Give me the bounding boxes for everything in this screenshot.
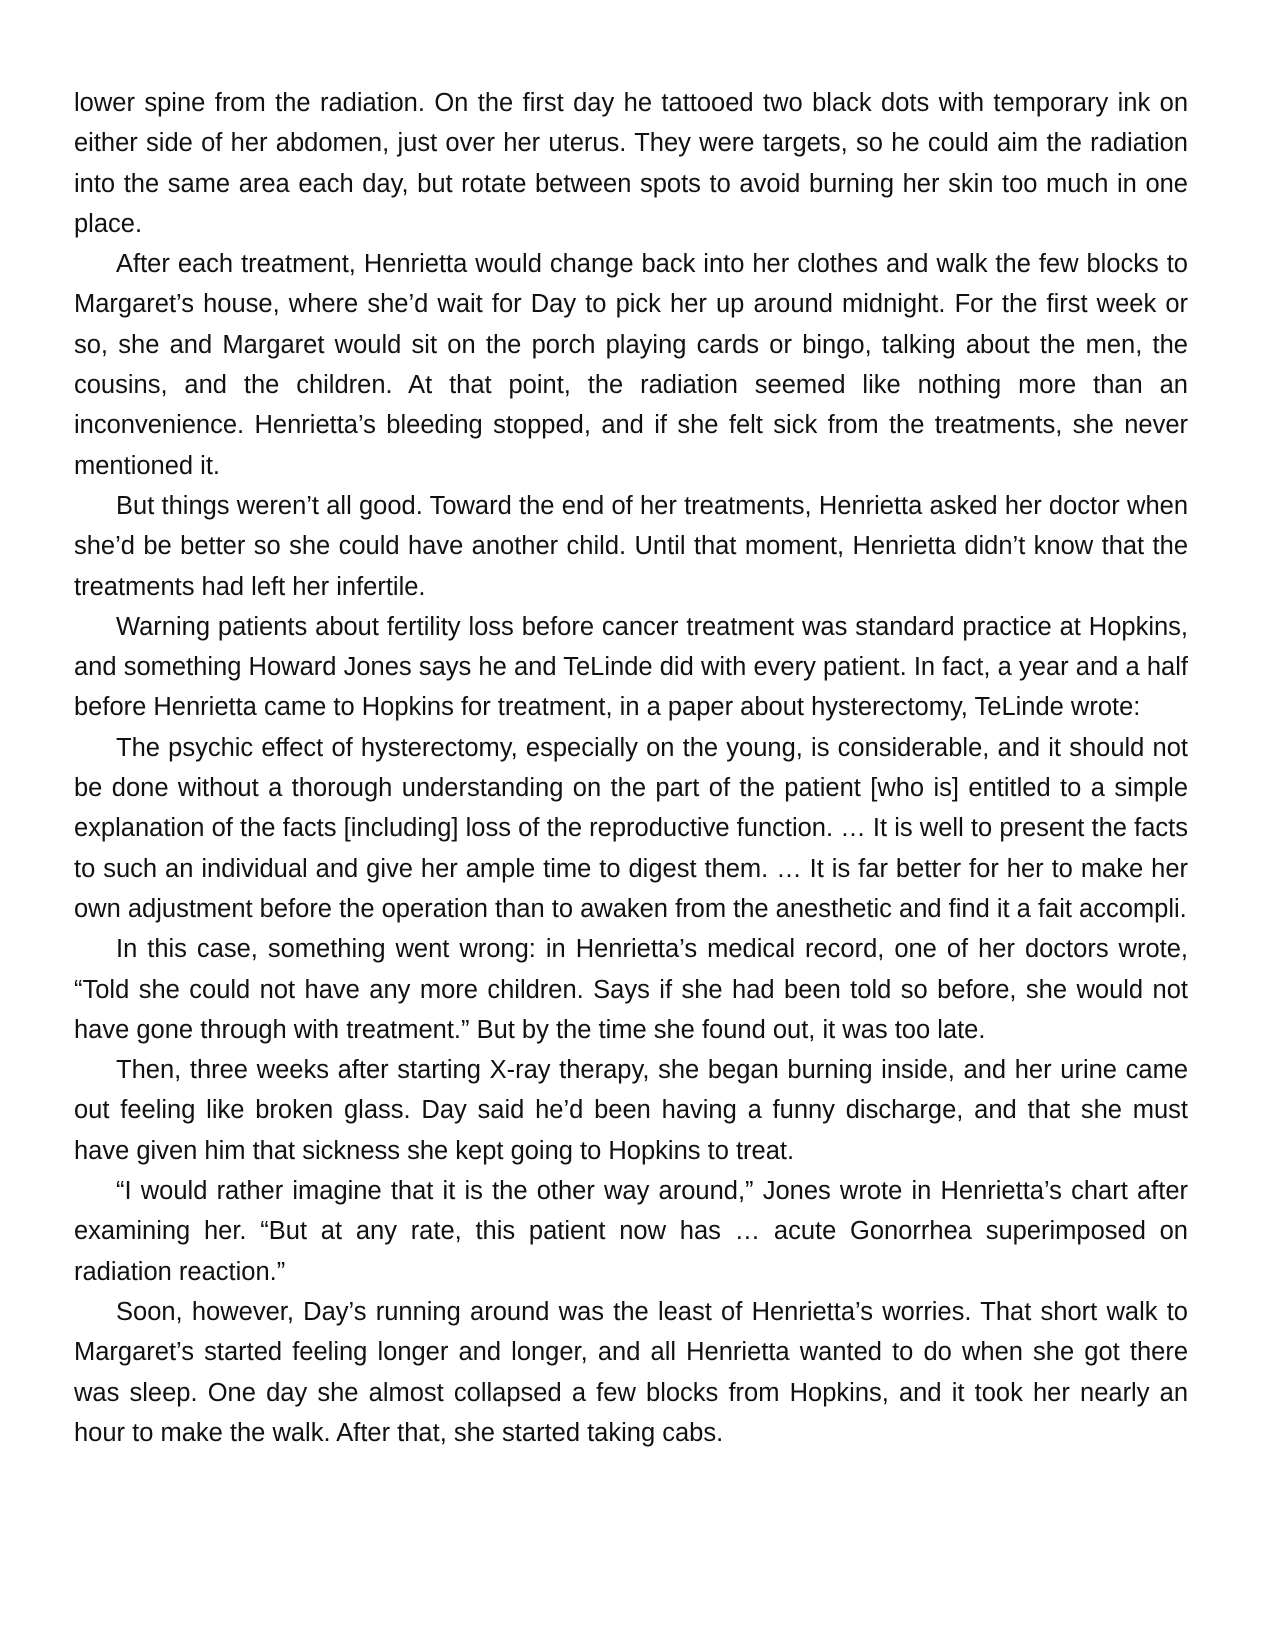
- paragraph-xray-therapy: Then, three weeks after starting X-ray therapy, she began burning inside, and her urine came out feeling like broken glass. Day said he’d been having a funny discharge, and that she must have given him that sickness she kept going to Hopkins to treat.: [74, 1056, 1188, 1165]
- page-text-body: [74, 83, 1188, 1453]
- paragraph-telinde-quote: The psychic effect of hysterectomy, especially on the young, is considerable, and it should not be done without a thorough understanding on the part of the patient [who is] entitled to a simple explanation of the facts [including] loss of the reproductive function. … It is well to present the facts to such an individual and give her ample time to digest them. … It is far better for her to make her own adjustment before the operation than to awaken from the anesthetic and find it a fait accompli.: [74, 733, 1188, 923]
- paragraph-taking-cabs: Soon, however, Day’s running around was the least of Henrietta’s worries. That short walk to Margaret’s started feeling longer and longer, and all Henrietta wanted to do when she got there was sleep. One day she almost collapsed a few blocks from Hopkins, and it took her nearly an hour to make the walk. After that, she started taking cabs.: [74, 1297, 1188, 1447]
- paragraph-medical-record: In this case, something went wrong: in Henrietta’s medical record, one of her doctors wrote, “Told she could not have any more children. Says if she had been told so before, she would not have gone through with treatment.” But by the time she found out, it was too late.: [74, 935, 1188, 1044]
- paragraph-radiation-targets: lower spine from the radiation. On the first day he tattooed two black dots with temporary ink on either side of her abdomen, just over her uterus. They were targets, so he could aim the radiation into the same area each day, but rotate between spots to avoid burning her skin too much in one place.: [74, 89, 1188, 238]
- paragraph-fertility-warning: Warning patients about fertility loss before cancer treatment was standard practice at Hopkins, and something Howard Jones says he and TeLinde did with every patient. In fact, a year and a half before Henrietta came to Hopkins for treatment, in a paper about hysterectomy, TeLinde wrote:: [74, 612, 1188, 722]
- paragraph-jones-chart: “I would rather imagine that it is the other way around,” Jones wrote in Henrietta’s chart after examining her. “But at any rate, this patient now has … acute Gonorrhea superimposed on radiation reaction.”: [74, 1177, 1188, 1286]
- paragraph-infertility: But things weren’t all good. Toward the end of her treatments, Henrietta asked her doctor when she’d be better so she could have another child. Until that moment, Henrietta didn’t know that the treatments had left her infertile.: [74, 491, 1188, 601]
- paragraph-after-treatment: After each treatment, Henrietta would change back into her clothes and walk the few blocks to Margaret’s house, where she’d wait for Day to pick her up around midnight. For the first week or so, she and Margaret would sit on the porch playing cards or bingo, talking about the men, the cousins, and the children. At that point, the radiation seemed like nothing more than an inconvenience. Henrietta’s bleeding stopped, and if she felt sick from the treatments, she never mentioned it.: [74, 250, 1188, 480]
